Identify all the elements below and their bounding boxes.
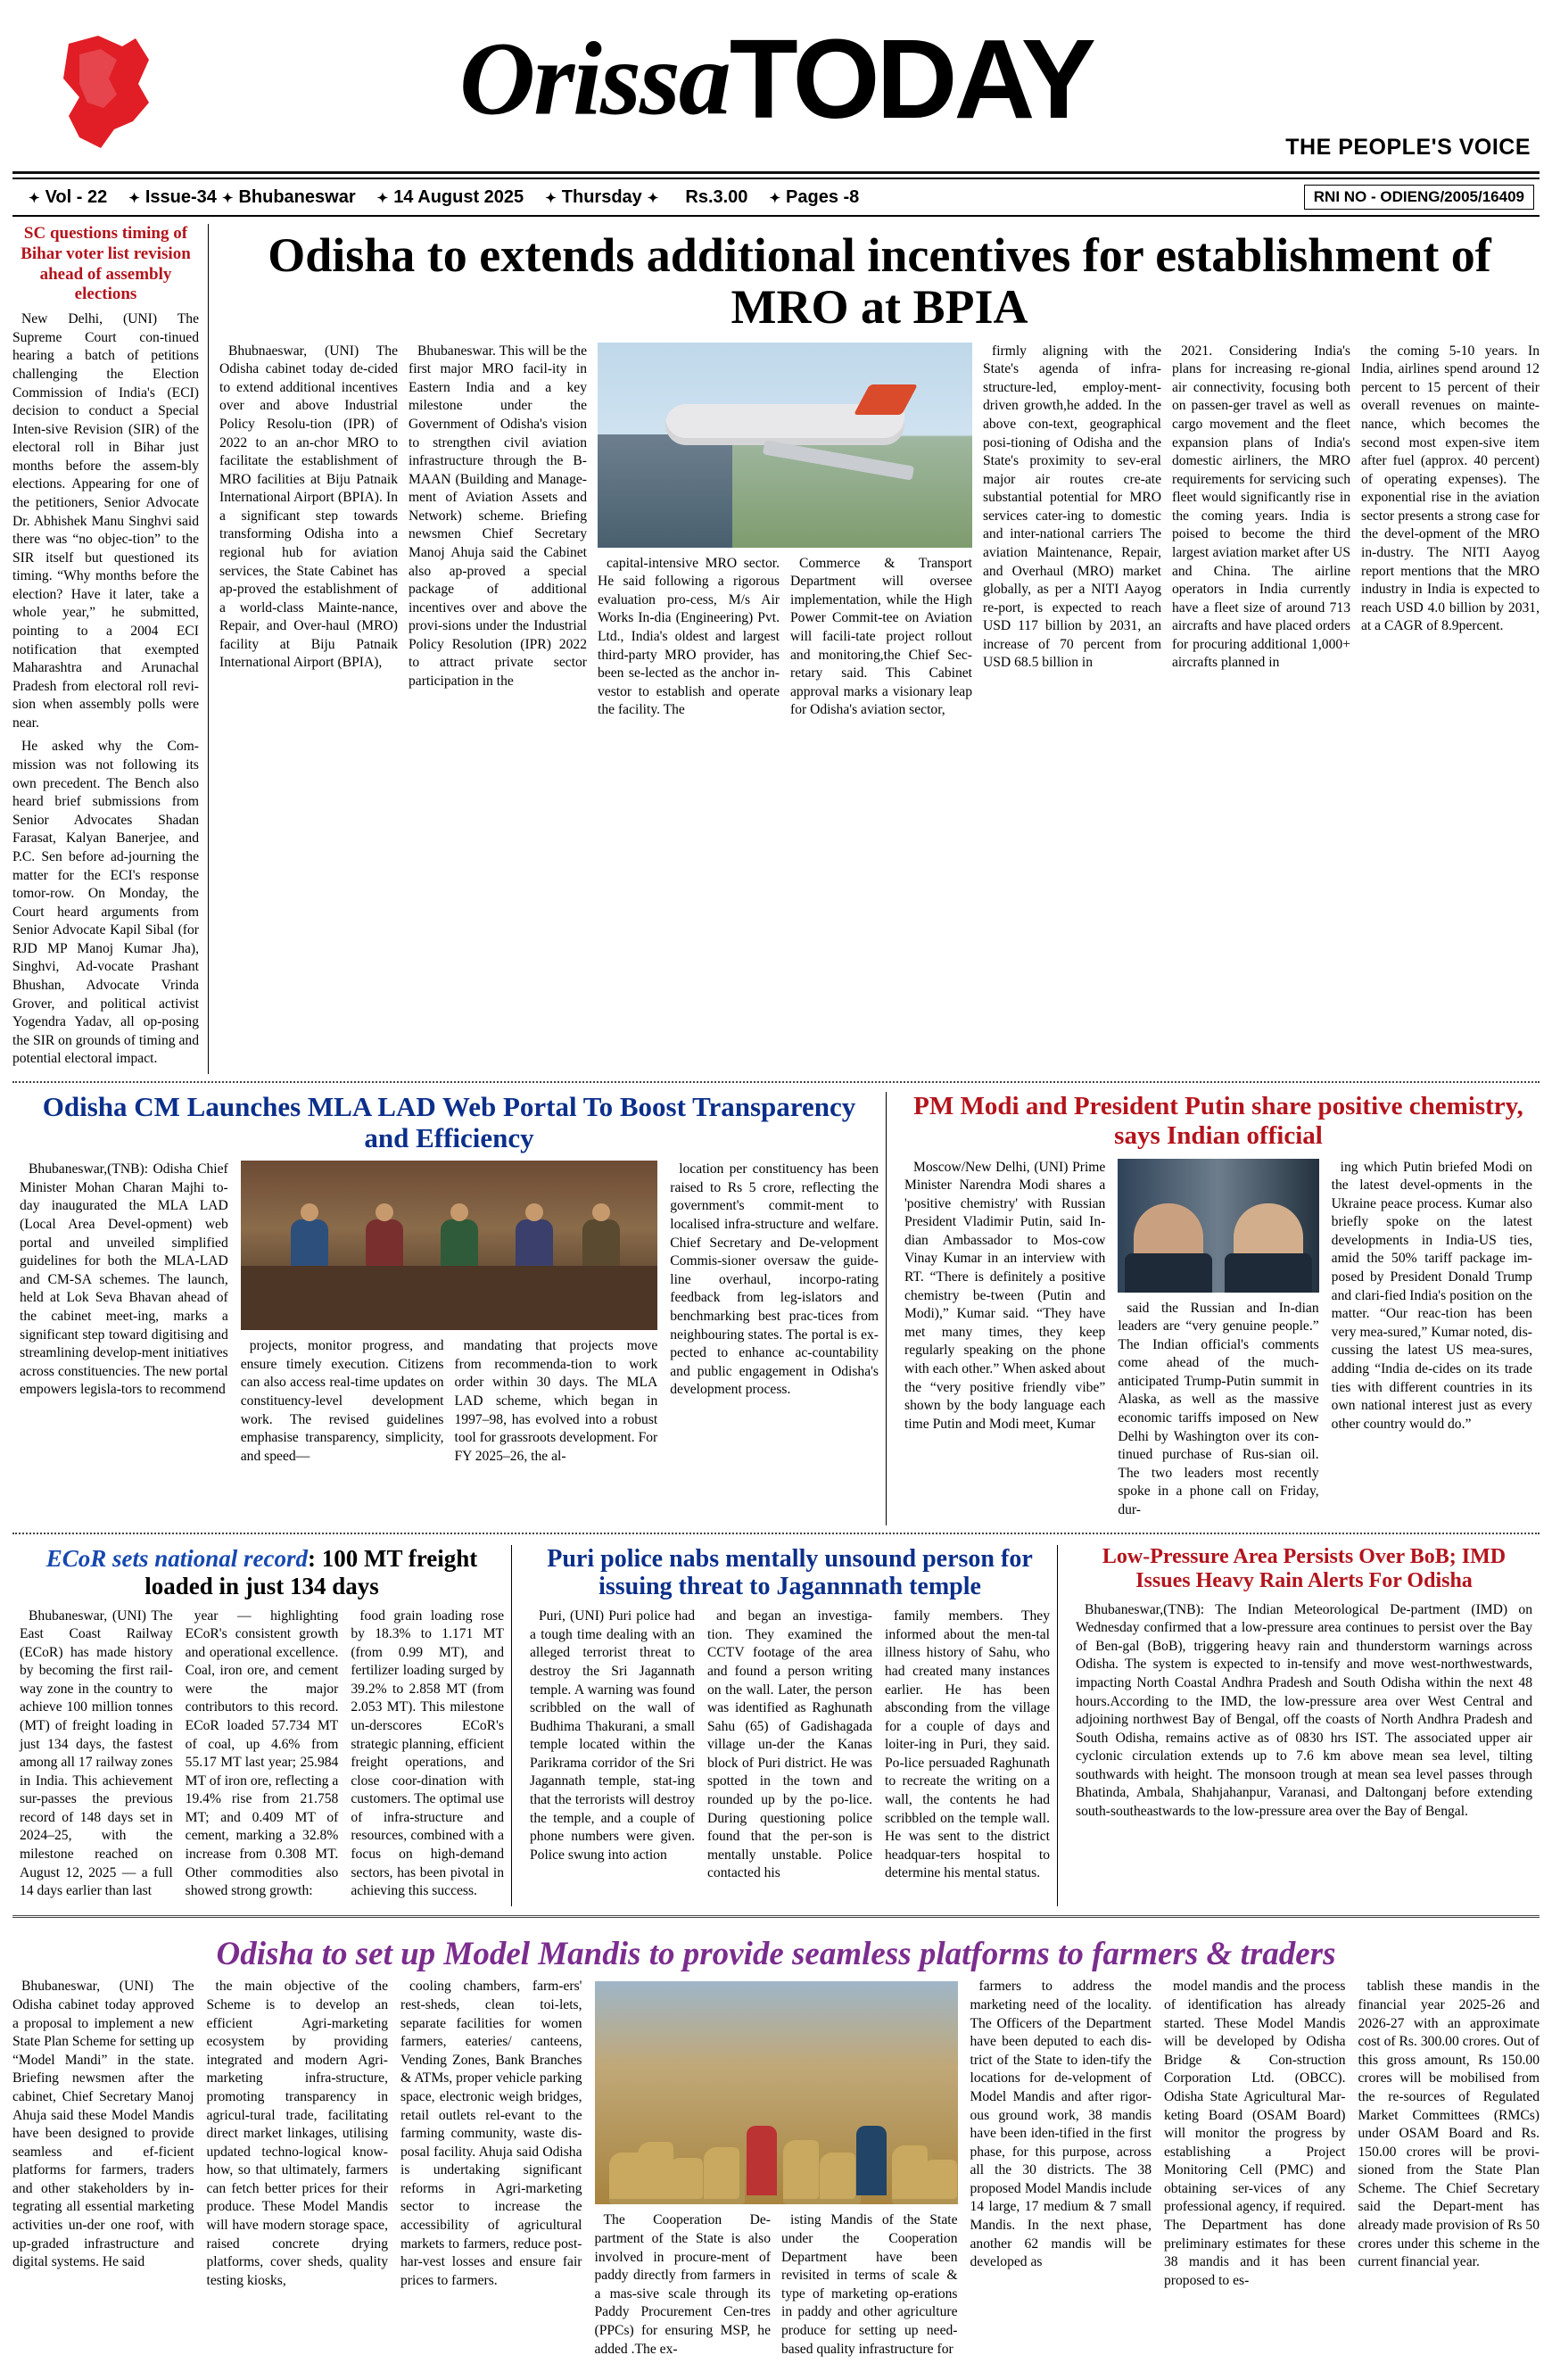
mla-para-2: projects, monitor progress, and ensure timely execution. Citizens can also access real-time updates on constituency-level development work. The revised guidelines emphasise transparency, simplicity, and speed— [240,1338,444,1464]
modi-putin-photo [1118,1159,1318,1293]
putin-col-2 [1118,1159,1318,1525]
divider-2 [12,1533,1540,1534]
ecor-article [12,1545,512,1906]
imd-headline: Low-Pressure Area Persists Over BoB; IMD Issues Heavy Rain Alerts For Odisha [1102,1544,1507,1593]
pages-label: ✦ Pages -8 [769,186,860,207]
puri-para-2: and began an investiga-tion. They examined the CCTV footage of the area and found a person writing on the wall. Later, the person was identified as Raghunath Sahu (65) of Gadishagada village un-der the Kanas block of Puri district. He was spotted in the town and rounded up by the po-lice. During questioning police found that the per-son is mentally unstable. Police contacted his [707,1608,872,1881]
mandis-col-1 [12,1978,194,2364]
lead-para-3: capital-intensive MRO sector. He said following a rigorous evaluation pro-cess, M/s Air Works In-dia (Engineering) Pvt. Ltd., India's oldest and largest third-party MRO provider, has been se-lected as the anchor in-vestor to establish and operate the facility. The [598,555,780,718]
ecor-headline-italic: ECoR sets national record [45,1544,309,1572]
mandis-col-3 [400,1978,582,2364]
divider-3 [12,1915,1540,1928]
date-value: 14 August 2025 [393,186,524,207]
puri-police-article [523,1545,1058,1906]
masthead-title-part1: Orissa [459,20,730,137]
lead-col-photo [598,343,972,725]
mandis-para-4: The Cooperation De-partment of the State is also involved in procure-ment of paddy directly from farmers in a mas-sive scale through its Paddy Procurement Cen-tres (PPCs) for ensuring MSP, he added .The ex- [594,2212,771,2357]
mandis-col-8 [1358,1978,1540,2364]
lead-col-5 [983,343,1161,725]
mandis-para-3: cooling chambers, farm-ers' rest-sheds, clean toi-lets, separate facilities for women farmers, eateries/ canteens, Vending Zones, Bank Branches & ATMs, proper vehicle parking space, electronic weigh bridges, retail outlets rel-evant to the farming community, waste dis-posal facility. Ahuja said Odisha is undertaking significant reforms in Agri-marketing sector to increase the accessibility of agricultural markets to farmers, reduce post-har-vest losses and ensure fair prices to farmers. [400,1979,582,2288]
lead-para-1: Bhubnaeswar, (UNI) The Odisha cabinet today de-cided to extend additional incentives over and above Industrial Policy Resolu-tion (IPR) of 2022 to an an-chor MRO to facilitate the establishment of MRO facilities at Biju Patnaik International Airport (BPIA). In a significant step towards transforming Odisha into a regional hub for aviation services, the State Cabinet has ap-proved the establishment of a world-class Mainte-nance, Repair, and Over-haul (MRO) facility at Biju Patnaik International Airport (BPIA), [219,343,398,671]
sc-bihar-para-1: New Delhi, (UNI) The Supreme Court con-tinued hearing a batch of petitions challenging the Election Commission of India's (ECI) decision to conduct a Special Inten-sive Revision (SIR) of the electoral roll in Bihar just months before the assem-bly elections. Appearing for one of the petitioners, Senior Advocate Dr. Abhishek Manu Singhvi said there was “no objec-tion” to the SIR itself but questioned its timing. “Why months before the election? Have it later, take a whole year,” he submitted, pointing to a 2004 ECI notification that exempted Maharashtra and Arunachal Pradesh from electoral roll revi-sion when assembly polls were near. [12,311,199,731]
ecor-headline [20,1545,504,1600]
issue-label: ✦ Issue-34 ✦ Bhubaneswar [128,186,356,207]
mla-para-3: mandating that projects move from recommenda-tion to work order within 30 days. The MLA LAD scheme, which began in 1997–98, has evolved into a robust tool for grassroots development. For FY 2025–26, the al- [454,1338,658,1464]
mla-para-1: Bhubaneswar,(TNB): Odisha Chief Minister Mohan Charan Majhi to-day inaugurated the MLA LAD (Local Area Devel-opment) web portal and unveiled simplified guidelines for both the MLA-LAD and CM-SA schemes. The launch, held at Lok Seva Bhavan ahead of the cabinet meet-ing, marks a significant step toward digitising and streamlining develop-ment initiatives across constituencies. The new portal empowers legisla-tors to recommend [20,1161,228,1398]
imd-article [1069,1545,1540,1906]
putin-col-3 [1332,1159,1532,1525]
odisha-map-icon [39,25,173,159]
lead-para-5: firmly aligning with the State's agenda of infra-structure-led, employ-ment-driven growth,he added. In the above con-text, geographical posi-tioning of Odisha and the State's proximity to sev-eral major air routes cre-ate substantial potential for MRO services cater-ing to domestic and inter-national carriers The aviation Maintenance, Repair, and Overhaul (MRO) market globally, as per a NITI Aayog re-port, is expected to reach USD 117 billion by 2031, an increase of 70 percent from USD 68.5 billion in [983,343,1161,671]
mla-col-4 [670,1161,879,1471]
sub-section [12,1545,1540,1906]
putin-para-3: ing which Putin briefed Modi on the latest devel-opments in the Ukraine peace process. Kumar also briefly spoke on the latest developments in India-US ties, amid the 50% tariff package im-posed by President Donald Trump and clari-fied India's position on the matter. “Our reac-tion has been very mea-sured,” Kumar noted, dis-cussing the latest US mea-sures, adding “India de-cides on its trade ties with different countries in its own national interest just as every other country would do.” [1331,1159,1532,1432]
sc-bihar-body [12,310,199,1069]
mandis-col-2 [207,1978,389,2364]
model-mandis-article [12,1937,1540,2364]
mandi-grain-sacks-photo [595,1981,958,2204]
sc-bihar-para-2: He asked why the Com-mission was not following its own precedent. The Bench also heard brief submissions from Senior Advocates Shadan Farasat, Kalyan Banerjee, and P.C. Sen before ad-journing the matter for the ECI's response tomor-row. On Monday, the Court heard arguments from Senior Advocate Kapil Sibal (for RJD MP Manoj Kumar Jha), Singhvi, Ad-vocate Prashant Bhushan, Advocate Vrinda Grover, and political activist Yogendra Yadav, all op-posing the SIR on grounds of timing and potential electoral impact. [12,739,199,1067]
masthead [12,9,1540,174]
lead-col-2 [409,343,587,725]
volume-label: ✦ Vol - 22 [29,186,108,207]
putin-para-2: said the Russian and In-dian leaders are “very genuine people.” The Indian official's comments come ahead of the much-anticipated Trump-Putin summit in Alaska, as well as the massive economic tariffs imposed on New Delhi by Washington over its con-tinued purchase of Rus-sian oil. The two leaders most recently spoke in a phone call on Friday, dur- [1118,1300,1319,1517]
lead-para-4: Commerce & Transport Department will oversee implementation, while the High Power Commit-tee on Aviation will facili-tate project rollout and monitoring,the Chief Sec-retary said. This Cabinet approval marks a visionary leap for Odisha's aviation sector, [790,555,972,718]
mandis-col-7 [1164,1978,1346,2364]
lead-para-6: 2021. Considering India's plans for increasing re-gional air connectivity, focusing both on passen-ger travel as well as cargo movement and the fleet expansion plans of India's domestic airliners, the MRO requirements for servicing such fleet would significantly rise in the coming years. India is poised to become the third largest aviation market after US and China. The airline operators in India currently have a fleet size of around 713 aircrafts and have placed orders for procuring additional 1,000+ aircrafts planned in [1172,343,1350,671]
puri-para-1: Puri, (UNI) Puri police had a tough time dealing with an alleged terrorist threat to destroy the Sri Jagannath temple. A warning was found scribbled on the wall of Budhima Thakurani, a small temple located within the Parikrama corridor of the Sri Jagannath temple, stat-ing that the terrorists will destroy the temple, and a couple of phone numbers were given. Police swung into action [530,1608,695,1863]
lead-article [219,224,1540,1074]
mla-col-photo [241,1161,658,1471]
issue-value: Issue-34 [144,186,217,207]
nameplate [12,9,1540,144]
ecor-headline-rest: : 100 MT freight loaded in just 134 days [144,1544,478,1599]
mandis-para-5: isting Mandis of the State under the Cooperation Department have been revisited in terms of scale & type of marketing op-erations in paddy and other agriculture produce for setting up need-based quality infrastructure for [781,2212,958,2357]
pages-value: Pages -8 [786,186,860,207]
modi-putin-headline: PM Modi and President Putin share positive chemistry, says Indian official [913,1091,1523,1151]
date-label: ✦ 14 August 2025 [376,186,524,207]
mla-lad-headline: Odisha CM Launches MLA LAD Web Portal To Boost Transparency and Efficiency [42,1090,856,1153]
price-label: Rs.3.00 [685,186,748,207]
putin-col-1 [904,1159,1105,1525]
place-value: Bhubaneswar [238,186,356,207]
mandis-para-7: model mandis and the process of identification has already started. These Model Mandis will be developed by Odisha Bridge & Con-struction Corporation Ltd. (OBCC). Odisha State Agricultural Mar-keting Board (OSAM Board) will monitor the progress by establishing a Project Monitoring Cell (PMC) and obtaining ser-vices of any professional agency, if required. The Department has done preliminary estimates for these 38 mandis and it has been proposed to es- [1164,1979,1346,2288]
air-india-aircraft-photo [598,343,972,548]
modi-putin-article [897,1092,1540,1525]
mandis-para-1: Bhubaneswar, (UNI) The Odisha cabinet today approved a proposal to implement a new State Plan Scheme for setting up “Model Mandi” in the state. Briefing newsmen after the cabinet, Chief Secretary Manoj Ahuja said these Model Mandis have been designed to provide seamless and ef-ficient platforms for farmers, traders and other stakeholders by in-tegrating all essential marketing activities un-der one roof, with up-graded infrastructure and digital systems. He said [12,1979,194,2270]
mandis-col-6 [970,1978,1152,2364]
ecor-para-3: food grain loading rose by 18.3% to 1.171 MT (from 0.99 MT), and fertilizer loading surged by 39.2% to 2.858 MT (from 2.053 MT). This milestone un-derscores ECoR's strategic planning, efficient freight operations, and close coor-dination with customers. The optimal use of infra-structure and resources, combined with a focus on high-demand sectors, has been pivotal in achieving this success. [351,1607,505,1899]
lead-col-7 [1361,343,1540,725]
sc-bihar-article [12,224,209,1074]
mid-section [12,1092,1540,1525]
rni-number: RNI NO - ODIENG/2005/16409 [1304,185,1534,210]
masthead-title-part2: TODAY [729,16,1093,142]
day-label: ✦ Thursday ✦ [545,186,659,207]
masthead-tagline: THE PEOPLE'S VOICE [1285,135,1531,160]
lead-columns [219,343,1540,725]
model-mandis-banner: Odisha to set up Model Mandis to provide seamless platforms to farmers & traders [216,1935,1336,1972]
putin-para-1: Moscow/New Delhi, (UNI) Prime Minister Narendra Modi shares a 'positive chemistry' with Russian President Vladimir Putin, said In-dian Ambassador to Mos-cow Vinay Kumar in an interview with RT. “There is definitely a positive chemistry be-tween (Putin and Modi),” Kumar said. “They have met many times, they keep regularly speaking on the phone with each other.” When asked about the “very positive friendly vibe” shown by the body language each time Putin and Modi meet, Kumar [904,1159,1106,1432]
mla-lad-article [12,1092,887,1525]
lead-para-7: the coming 5-10 years. In India, airlines spend around 12 percent to 15 percent of their overall revenues on mainte-nance, which becomes the second most expen-sive item after fuel (approx. 40 percent) of operating expenses). The exponential rise in the aviation sector presents a strong case for the devel-opment of the MRO in-dustry. The NITI Aayog report mentions that the MRO industry in India is expected to reach USD 4.0 billion by 2031, at a CAGR of 8.9percent. [1361,343,1540,634]
sc-bihar-headline: SC questions timing of Bihar voter list revision ahead of assembly elections [21,224,191,304]
lead-col-1 [219,343,398,725]
puri-police-headline: Puri police nabs mentally unsound person for issuing threat to Jagannnath temple [547,1544,1033,1600]
mandis-para-6: farmers to address the marketing need of the locality. The Officers of the Department have been deputed to each dis-trict of the State to iden-tify the locations for de-velopment of Model Mandis and after rigor-ous ground work, 38 mandis have been iden-tified in the first phase, for this purpose, across all the 30 districts. The 38 proposed Model Mandis include 14 large, 17 medium & 7 small Mandis. In the next phase, another 62 mandis will be developed as [970,1979,1152,2270]
imd-para-1: Bhubaneswar,(TNB): The Indian Meteorological De-partment (IMD) on Wednesday confirmed that a low-pressure area continues to persist over the Bay of Ben-gal (BoB), triggering heavy rain and thunderstorm warnings across Odisha. The system is expected to in-tensify and move west-northwestwards, impacting North Coastal Andhra Pradesh and South Odisha within the next 48 hours.According to the IMD, the low-pressure area over West Central and adjoining northwest Bay of Bengal, off the coasts of North Andhra Pradesh and South Odisha, remains active as of 0830 hrs IST. The associated upper air cyclonic circulation extends up to 7.6 km above mean sea level, tilting southwards with height. The monsoon trough at mean sea level passes through Bhatinda, Ambala, Shahjahanpur, Varanasi, and Daltonganj before extending south-southeastwards to the low-pressure area over the Bay of Bengal. [1076,1601,1532,1820]
lead-para-2: Bhubaneswar. This will be the first major MRO facil-ity in Eastern India and a key milestone under the Government of Odisha's vision to strengthen civil aviation infrastructure through the B-MAAN (Building and Manage-ment of Aviation Assets and Network) scheme. Briefing newsmen Chief Secretary Manoj Ahuja said the Cabinet also ap-proved a special package of additional incentives over and above the provi-sions under the Industrial Policy Resolution (IPR) 2022 to attract private sector participation in the [409,343,587,690]
ecor-para-1: Bhubaneswar, (UNI) The East Coast Railway (ECoR) has made history by becoming the first rail-way zone in the country to achieve 100 million tonnes (MT) of freight loading in just 134 days, the fastest among all 17 railway zones in India. This achievement sur-passes the previous record of 148 days set in 2024–25, with the milestone reached on August 12, 2025 — a full 14 days earlier than last [20,1607,173,1899]
top-section [12,224,1540,1074]
cm-launch-event-photo [241,1161,658,1330]
volume-value: Vol - 22 [45,186,108,207]
mandis-para-2: the main objective of the Scheme is to develop an efficient Agri-marketing ecosystem by providing integrated and modern Agri-marketing infra-structure, promoting transparency in agricul-tural trade, facilitating direct market linkages, utilising updated techno-logical know-how, so that ultimately, farmers can fetch better prices for their produce. These Model Mandis will have modern storage space, raised concrete drying platforms, cover sheds, quality testing kiosks, [206,1979,388,2288]
lead-col-6 [1172,343,1350,725]
lead-headline: Odisha to extends additional incentives for establishment of MRO at BPIA [268,228,1491,335]
day-value: Thursday [561,186,642,207]
divider-1 [12,1081,1540,1083]
info-bar [12,178,1540,217]
mla-col-1 [20,1161,228,1471]
puri-para-3: family members. They informed about the men-tal illness history of Sahu, who had created many instances earlier. He has been absconding from the village for a couple of days and loiter-ing in Puri, they said. Po-lice persuaded Raghunath to recreate the writing on a wall, the contents he had scribbled on the temple wall. He was sent to the district headquar-ters hospital to determine his mental status. [885,1608,1050,1881]
ecor-para-2: year — highlighting ECoR's consistent growth and operational excellence. Coal, iron ore, and cement were the major contributors to this record. ECoR loaded 57.734 MT of coal, up 4.6% from 55.17 MT last year; 25.984 MT of iron ore, reflecting a 19.4% rise from 21.758 MT; and 0.409 MT of cement, marking a 32.8% increase from 0.308 MT. Other commodities also showed strong growth: [185,1607,339,1899]
mandis-col-photo [595,1978,958,2364]
mandis-para-8: tablish these mandis in the financial year 2025-26 and 2026-27 with an approximate cost of Rs. 300.00 crores. Out of this gross amount, Rs 150.00 crores will be mobilised from the re-sources of Regulated Market Committees (RMCs) under OSAM Board and Rs. 150.00 crores will be provi-sioned from the State Plan Scheme. The Chief Secretary said the Depart-ment has already made provision of Rs 50 crores under this scheme in the current financial year. [1358,1979,1540,2270]
mla-para-4: location per constituency has been raised to Rs 5 crore, reflecting the government's commit-ment to localised infra-structure and welfare. Chief Secretary and De-velopment Commis-sioner oversaw the guide-line overhaul, incorpo-rating feedback from leg-islators and benchmarking best prac-tices from neighbouring states. The portal is ex-pected to enhance ac-countability and public engagement in Odisha's development process. [670,1161,879,1398]
